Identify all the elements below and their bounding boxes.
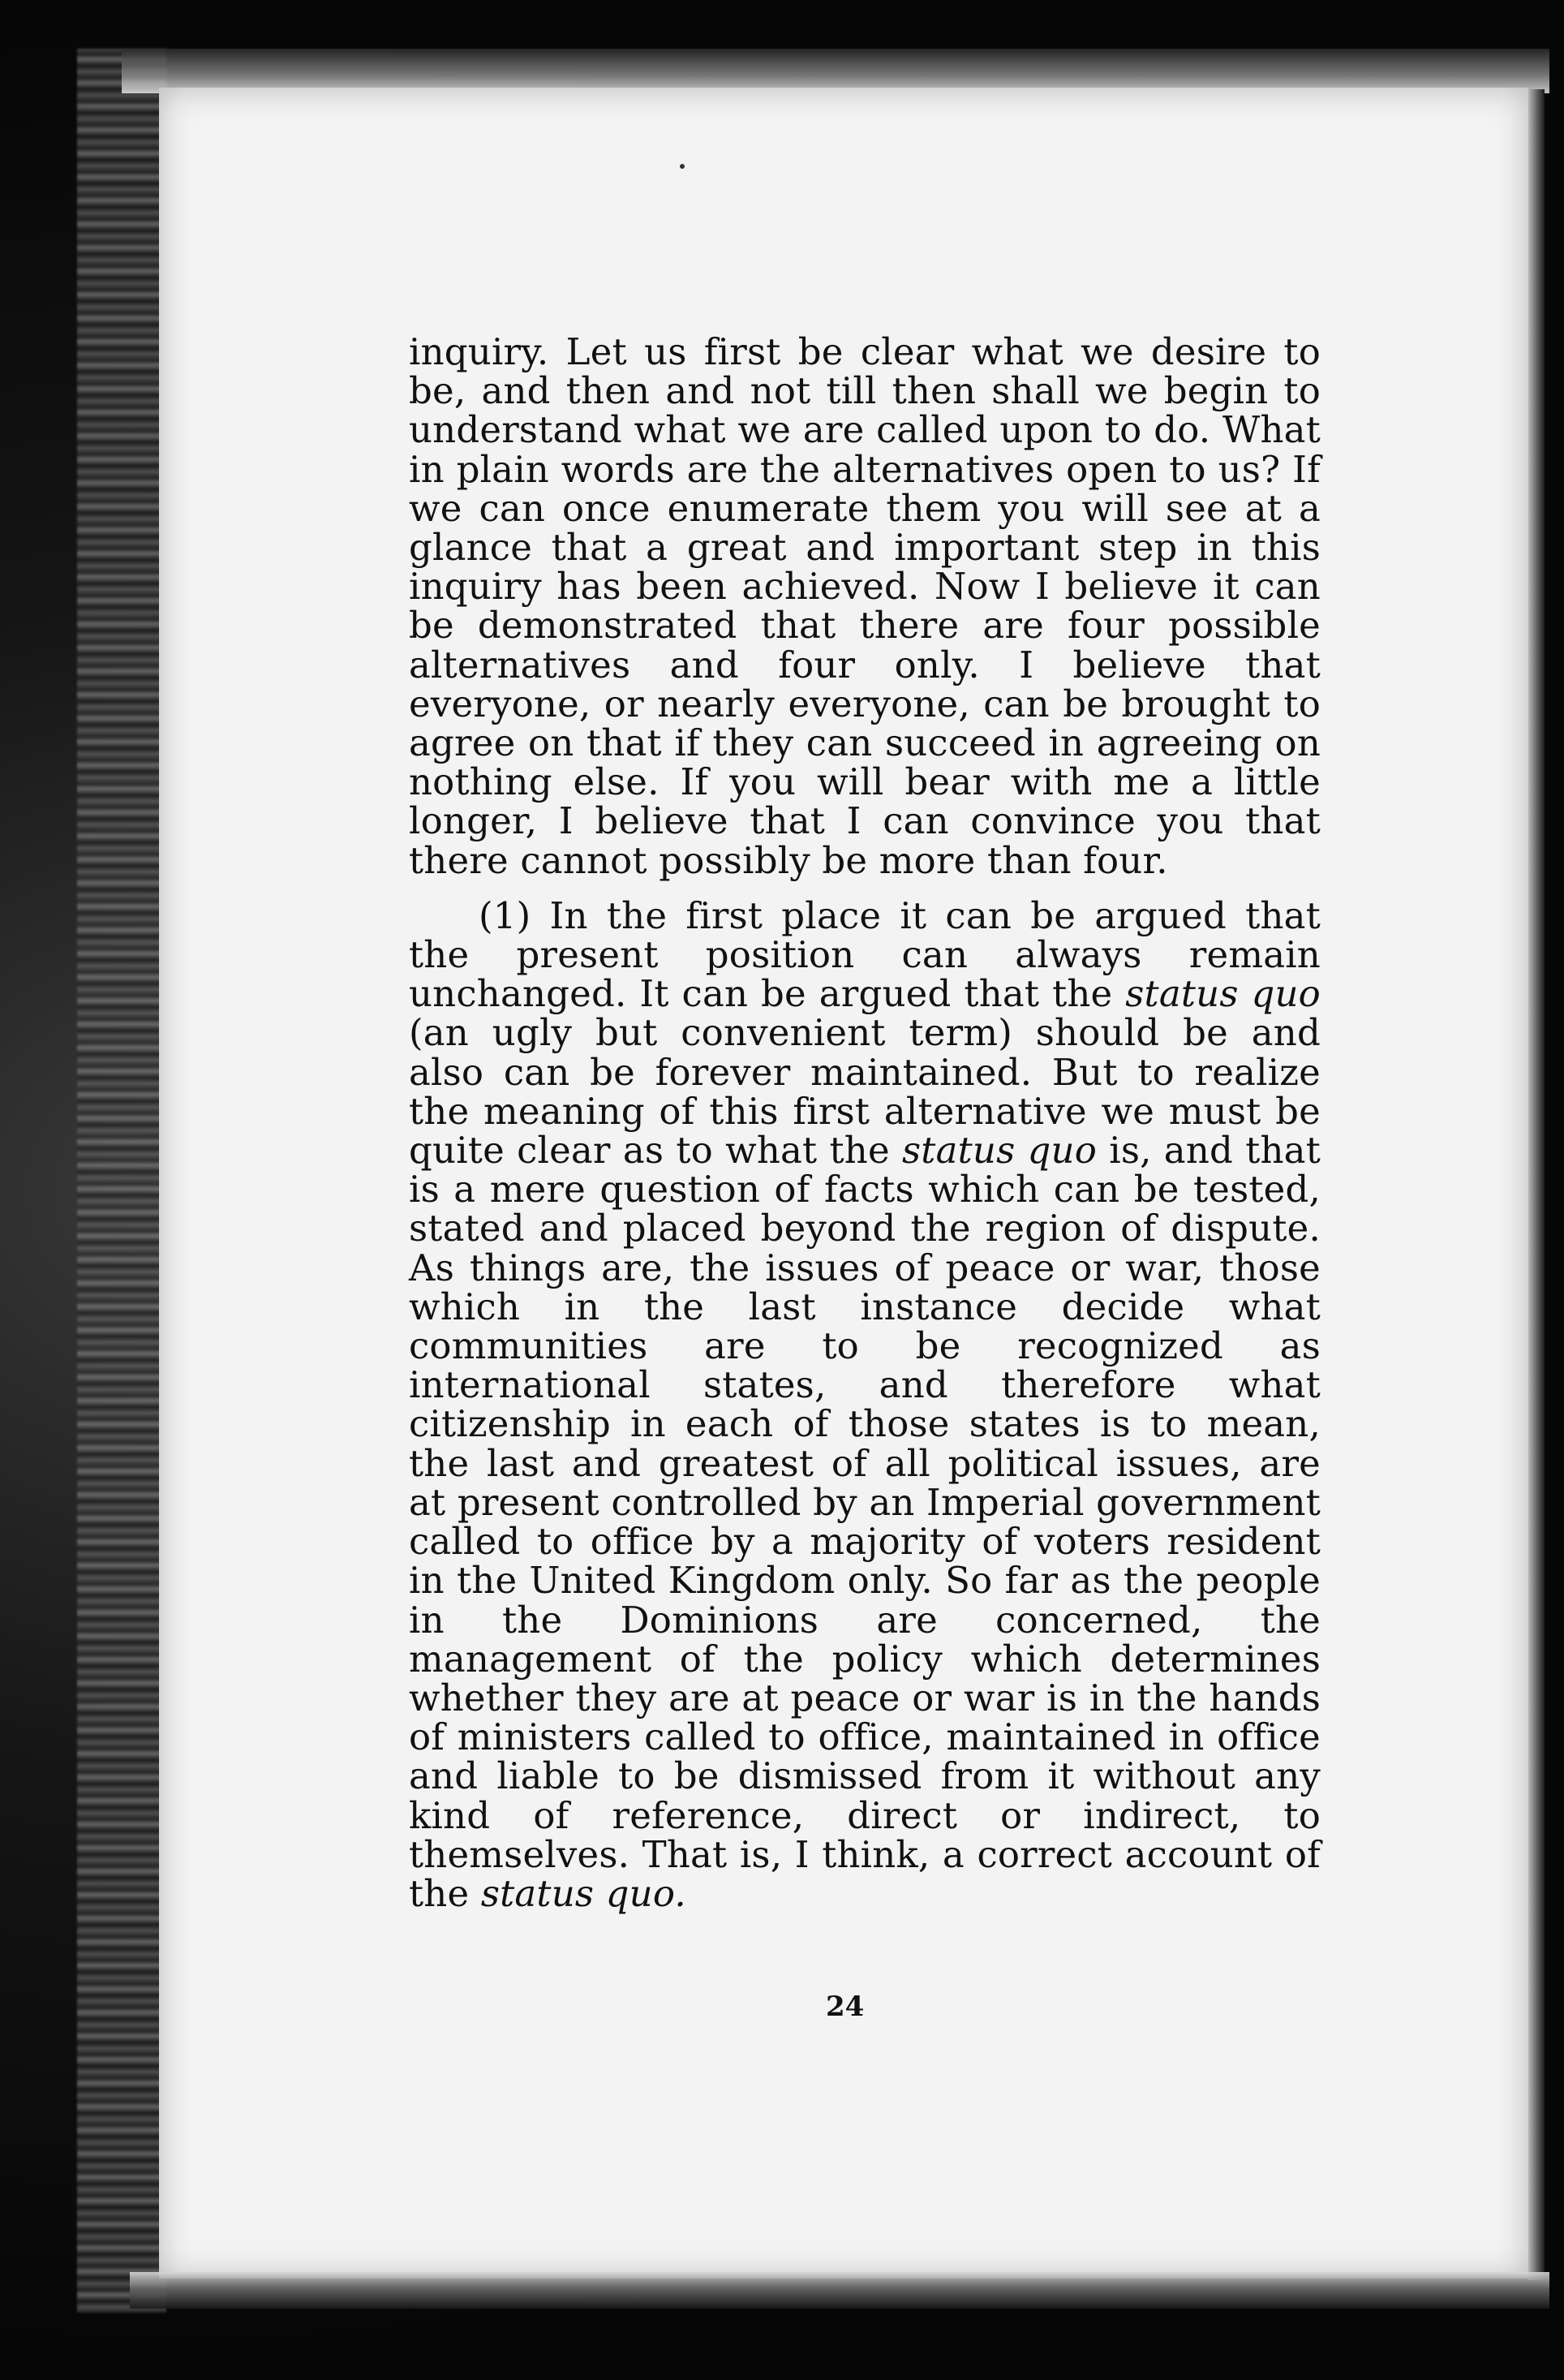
page-right-edge [1528, 89, 1545, 2280]
paragraph-2-text-c: is, and that is a mere question of facts which can be tested, stated and placed beyond the region of dispute. As things are, the issues of peace or war, those which in the last instance decide what communities are to be recognized as international states, and therefore what citizenship in each of those states is to mean, the last and greatest of all political issues, are at present controlled by an Imperial government called to office by a majority of voters resident in the United Kingdom only. So far as the people in the Dominions are concerned, the management of the policy which determines whether they are at peace or war is in the hands of ministers called to office, maintained in office and liable to be dismissed from it without any kind of reference, direct or indirect, to themselves. That is, I think, a correct account of the [409, 1129, 1321, 1915]
paragraph-2-italic-a: status quo [1125, 972, 1321, 1016]
paragraph-2-italic-c: status quo. [480, 1871, 686, 1915]
page-bottom-shadow [130, 2272, 1549, 2309]
paragraph-2-text-b: (an ugly but convenient term) should be and also can be forever maintained. But to realize the meaning of this first alternative we must be quite clear as to what the [409, 1011, 1321, 1173]
paragraph-1-text: inquiry. Let us first be clear what we desire to be, and then and not till then shall we begin to understand what we are called upon to do. What in plain words are the alternatives open to us? If we can once enumerate them you will see at a glance that a great and important step in this inquiry has been achieved. Now I believe it can be demonstrated that there are four possible alternatives and four only. I believe that everyone, or nearly everyone, can be brought to agree on that if they can succeed in agreeing on nothing else. If you will bear with me a little longer, I believe that I can convince you that there cannot possibly be more than four. [409, 330, 1321, 882]
paragraph-1 [409, 330, 1321, 882]
ink-dot-mark [680, 164, 685, 169]
page-top-shadow [122, 49, 1549, 93]
page-number: 24 [826, 1991, 865, 2023]
paragraph-2 [409, 893, 1321, 1915]
page-text-block [409, 330, 1321, 1915]
book-binding-edge [77, 49, 166, 2313]
paragraph-2-text-a: (1) In the first place it can be argued that the present position can always remain unchanged. It can be argued that the [409, 893, 1321, 1016]
paragraph-2-italic-b: status quo [902, 1129, 1098, 1173]
